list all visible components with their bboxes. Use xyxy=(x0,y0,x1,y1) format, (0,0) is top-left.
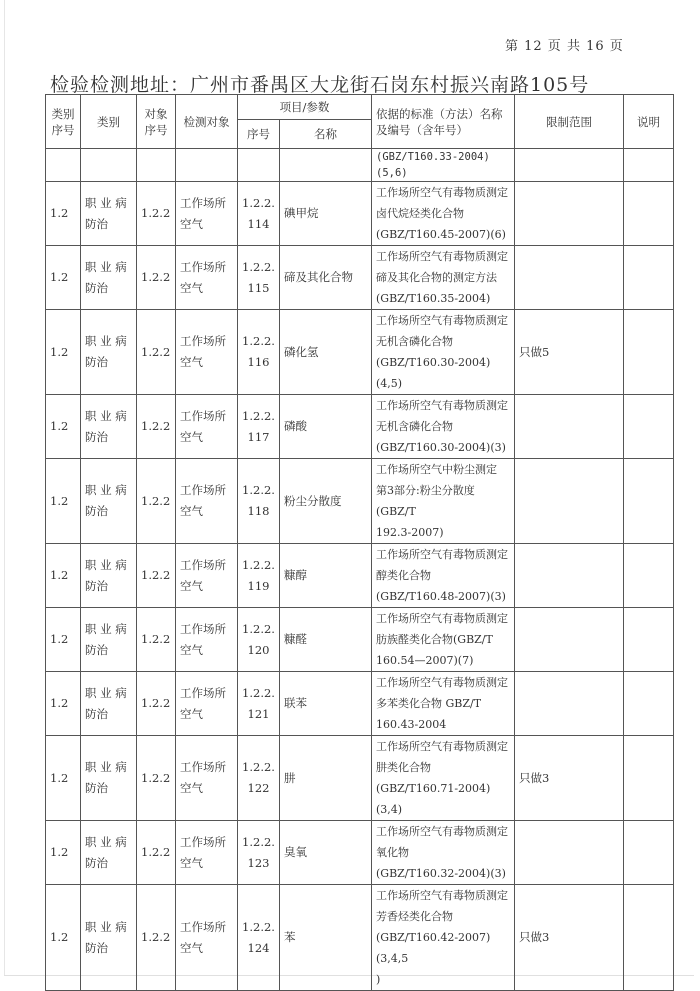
standard-line: 工作场所空气有毒物质测定 xyxy=(376,889,508,902)
table-row xyxy=(46,608,674,672)
cell-category: 职 业 病 防治 xyxy=(81,672,137,736)
standard-line: 工作场所空气有毒物质测定 xyxy=(376,825,508,838)
cell-item-no: 1.2.2.117 xyxy=(238,395,280,459)
page-number: 第 12 页 共 16 页 xyxy=(505,39,624,54)
cell-object: 工作场所空气 xyxy=(176,736,238,821)
standard-line: 工作场所空气有毒物质测定 xyxy=(376,250,508,263)
cell-object-no: 1.2.2 xyxy=(137,395,176,459)
table-row xyxy=(46,885,674,991)
scope-table xyxy=(45,94,674,991)
cell-object: 工作场所空气 xyxy=(176,821,238,885)
cell-note xyxy=(624,672,674,736)
standard-line: 芳香烃类化合物 xyxy=(376,910,453,923)
standard-line: 工作场所空气中粉尘测定 xyxy=(376,463,497,476)
standard-line: 工作场所空气有毒物质测定 xyxy=(376,186,508,199)
cell-standard xyxy=(372,885,515,991)
header-note: 说明 xyxy=(624,95,674,149)
cell-category: 职 业 病 防治 xyxy=(81,395,137,459)
cell-object: 工作场所空气 xyxy=(176,544,238,608)
cell-standard xyxy=(372,182,515,246)
table-row xyxy=(46,395,674,459)
standard-line: 氧化物 xyxy=(376,846,409,859)
cell-note xyxy=(624,182,674,246)
cell-item-no: 1.2.2.115 xyxy=(238,246,280,310)
cell-standard xyxy=(372,395,515,459)
cell-item-no: 1.2.2.124 xyxy=(238,885,280,991)
cell-note xyxy=(624,608,674,672)
table-row xyxy=(46,310,674,395)
standard-line: 无机含磷化合物 xyxy=(376,420,453,433)
standard-line: 工作场所空气有毒物质测定 xyxy=(376,676,508,689)
standard-line: 工作场所空气有毒物质测定 xyxy=(376,612,508,625)
cell-item-no: 1.2.2.114 xyxy=(238,182,280,246)
cell-category: 职 业 病 防治 xyxy=(81,608,137,672)
cell-note xyxy=(624,885,674,991)
table-row xyxy=(46,544,674,608)
cell-standard xyxy=(372,459,515,544)
cell-object: 工作场所空气 xyxy=(176,246,238,310)
cell-category: 职 业 病 防治 xyxy=(81,885,137,991)
standard-line: (GBZ/T160.30-2004)(4,5) xyxy=(376,356,491,390)
cell-object-no: 1.2.2 xyxy=(137,310,176,395)
standard-line: 工作场所空气有毒物质测定 xyxy=(376,314,508,327)
cell-category: 职 业 病 防治 xyxy=(81,736,137,821)
cell-object: 工作场所空气 xyxy=(176,182,238,246)
table-row xyxy=(46,459,674,544)
cell-object-no: 1.2.2 xyxy=(137,459,176,544)
table-row xyxy=(46,672,674,736)
cell-item-name: 粉尘分散度 xyxy=(280,459,372,544)
standard-line: 192.3-2007) xyxy=(376,526,444,539)
cell-item-no: 1.2.2.120 xyxy=(238,608,280,672)
cell-item-name: 糠醇 xyxy=(280,544,372,608)
cell-object-no: 1.2.2 xyxy=(137,608,176,672)
cell-item-name: 磷化氢 xyxy=(280,310,372,395)
cell-category-no: 1.2 xyxy=(46,821,81,885)
cell-standard: (GBZ/T160.33-2004)(5,6) xyxy=(372,149,515,182)
standard-line: (GBZ/T160.48-2007)(3) xyxy=(376,590,506,603)
cell-category: 职 业 病 防治 xyxy=(81,459,137,544)
cell-standard xyxy=(372,608,515,672)
header-object-no: 对象序号 xyxy=(137,95,176,149)
table-row xyxy=(46,182,674,246)
cell-limit: 只做3 xyxy=(515,736,624,821)
cell-limit xyxy=(515,395,624,459)
header-category-no: 类别序号 xyxy=(46,95,81,149)
cell-object: 工作场所空气 xyxy=(176,310,238,395)
cell-limit xyxy=(515,182,624,246)
table-row xyxy=(46,736,674,821)
cell-category-no: 1.2 xyxy=(46,885,81,991)
header-standard: 依据的标准（方法）名称及编号（含年号） xyxy=(372,95,515,149)
cell-category-no: 1.2 xyxy=(46,608,81,672)
standard-line: ) xyxy=(376,973,381,986)
cell-item-no: 1.2.2.116 xyxy=(238,310,280,395)
cell-category-no: 1.2 xyxy=(46,310,81,395)
standard-line: (GBZ/T160.32-2004)(3) xyxy=(376,867,506,880)
header-item-no: 序号 xyxy=(238,120,280,149)
cell-item-name: 肼 xyxy=(280,736,372,821)
cell-category: 职 业 病 防治 xyxy=(81,182,137,246)
standard-line: 160.54—2007)(7) xyxy=(376,654,474,667)
cell-category-no: 1.2 xyxy=(46,544,81,608)
cell-limit: 只做3 xyxy=(515,885,624,991)
cell-note xyxy=(624,736,674,821)
page-edge xyxy=(4,0,5,975)
table-row xyxy=(46,821,674,885)
cell-item-no: 1.2.2.121 xyxy=(238,672,280,736)
cell-object-no: 1.2.2 xyxy=(137,885,176,991)
cell-object-no: 1.2.2 xyxy=(137,182,176,246)
header-item-param: 项目/参数 xyxy=(238,95,372,120)
cell-item-name: 磷酸 xyxy=(280,395,372,459)
cell-category: 职 业 病 防治 xyxy=(81,821,137,885)
page-title-address: 检验检测地址：广州市番禺区大龙街石岗东村振兴南路105号 xyxy=(50,74,590,96)
cell-item-no: 1.2.2.118 xyxy=(238,459,280,544)
cell-item-name: 苯 xyxy=(280,885,372,991)
cell-note xyxy=(624,544,674,608)
standard-line: 工作场所空气有毒物质测定 xyxy=(376,548,508,561)
standard-line: 无机含磷化合物 xyxy=(376,335,453,348)
cell-category-no: 1.2 xyxy=(46,246,81,310)
cell-category: 职 业 病 防治 xyxy=(81,544,137,608)
standard-line: 肼类化合物 xyxy=(376,761,431,774)
cell-object-no: 1.2.2 xyxy=(137,736,176,821)
cell-object: 工作场所空气 xyxy=(176,395,238,459)
cell-object-no: 1.2.2 xyxy=(137,246,176,310)
standard-line: 工作场所空气有毒物质测定 xyxy=(376,740,508,753)
cell-limit: 只做5 xyxy=(515,310,624,395)
header-item-name: 名称 xyxy=(280,120,372,149)
cell-note xyxy=(624,246,674,310)
cell-standard xyxy=(372,821,515,885)
cell-standard xyxy=(372,544,515,608)
standard-line: (GBZ/T160.45-2007)(6) xyxy=(376,228,506,241)
cell-item-no: 1.2.2.119 xyxy=(238,544,280,608)
cell-limit xyxy=(515,608,624,672)
cell-item-no: 1.2.2.122 xyxy=(238,736,280,821)
cell-note xyxy=(624,459,674,544)
cell-limit xyxy=(515,821,624,885)
cell-standard xyxy=(372,246,515,310)
standard-line: 碲及其化合物的测定方法 xyxy=(376,271,497,284)
cell-item-name: 碘甲烷 xyxy=(280,182,372,246)
cell-note xyxy=(624,310,674,395)
standard-line: (GBZ/T160.71-2004)(3,4) xyxy=(376,782,491,816)
standard-line: 多苯类化合物 GBZ/T xyxy=(376,697,482,710)
standard-line: (GBZ/T160.30-2004)(3) xyxy=(376,441,506,454)
standard-line: 卤代烷烃类化合物 xyxy=(376,207,464,220)
cell-limit xyxy=(515,544,624,608)
header-category: 类别 xyxy=(81,95,137,149)
cell-item-name: 碲及其化合物 xyxy=(280,246,372,310)
cell-note xyxy=(624,395,674,459)
header-object: 检测对象 xyxy=(176,95,238,149)
cell-category-no: 1.2 xyxy=(46,459,81,544)
cell-standard xyxy=(372,736,515,821)
cell-category-no: 1.2 xyxy=(46,395,81,459)
cell-item-name: 臭氧 xyxy=(280,821,372,885)
table-row xyxy=(46,246,674,310)
cell-item-name: 联苯 xyxy=(280,672,372,736)
standard-line: (GBZ/T160.42-2007)(3,4,5 xyxy=(376,931,491,965)
cell-limit xyxy=(515,459,624,544)
cell-category: 职 业 病 防治 xyxy=(81,310,137,395)
standard-line: 160.43-2004 xyxy=(376,718,447,731)
cell-item-no: 1.2.2.123 xyxy=(238,821,280,885)
standard-line: 醇类化合物 xyxy=(376,569,431,582)
cell-object-no: 1.2.2 xyxy=(137,544,176,608)
cell-object-no: 1.2.2 xyxy=(137,672,176,736)
cell-limit xyxy=(515,246,624,310)
standard-line: (GBZ/T160.35-2004) xyxy=(376,292,491,305)
cell-object: 工作场所空气 xyxy=(176,885,238,991)
standard-line: 肪族醛类化合物(GBZ/T xyxy=(376,633,493,646)
cell-object: 工作场所空气 xyxy=(176,608,238,672)
table-row-continuation xyxy=(46,149,674,182)
cell-standard xyxy=(372,310,515,395)
header-limit: 限制范围 xyxy=(515,95,624,149)
cell-standard xyxy=(372,672,515,736)
cell-object: 工作场所空气 xyxy=(176,459,238,544)
cell-object: 工作场所空气 xyxy=(176,672,238,736)
cell-category-no: 1.2 xyxy=(46,736,81,821)
standard-line: 工作场所空气有毒物质测定 xyxy=(376,399,508,412)
cell-object-no: 1.2.2 xyxy=(137,821,176,885)
cell-item-name: 糠醛 xyxy=(280,608,372,672)
standard-line: 第3部分:粉尘分散度(GBZ/T xyxy=(376,484,475,518)
cell-category: 职 业 病 防治 xyxy=(81,246,137,310)
cell-category-no: 1.2 xyxy=(46,182,81,246)
cell-category-no: 1.2 xyxy=(46,672,81,736)
cell-note xyxy=(624,821,674,885)
cell-limit xyxy=(515,672,624,736)
